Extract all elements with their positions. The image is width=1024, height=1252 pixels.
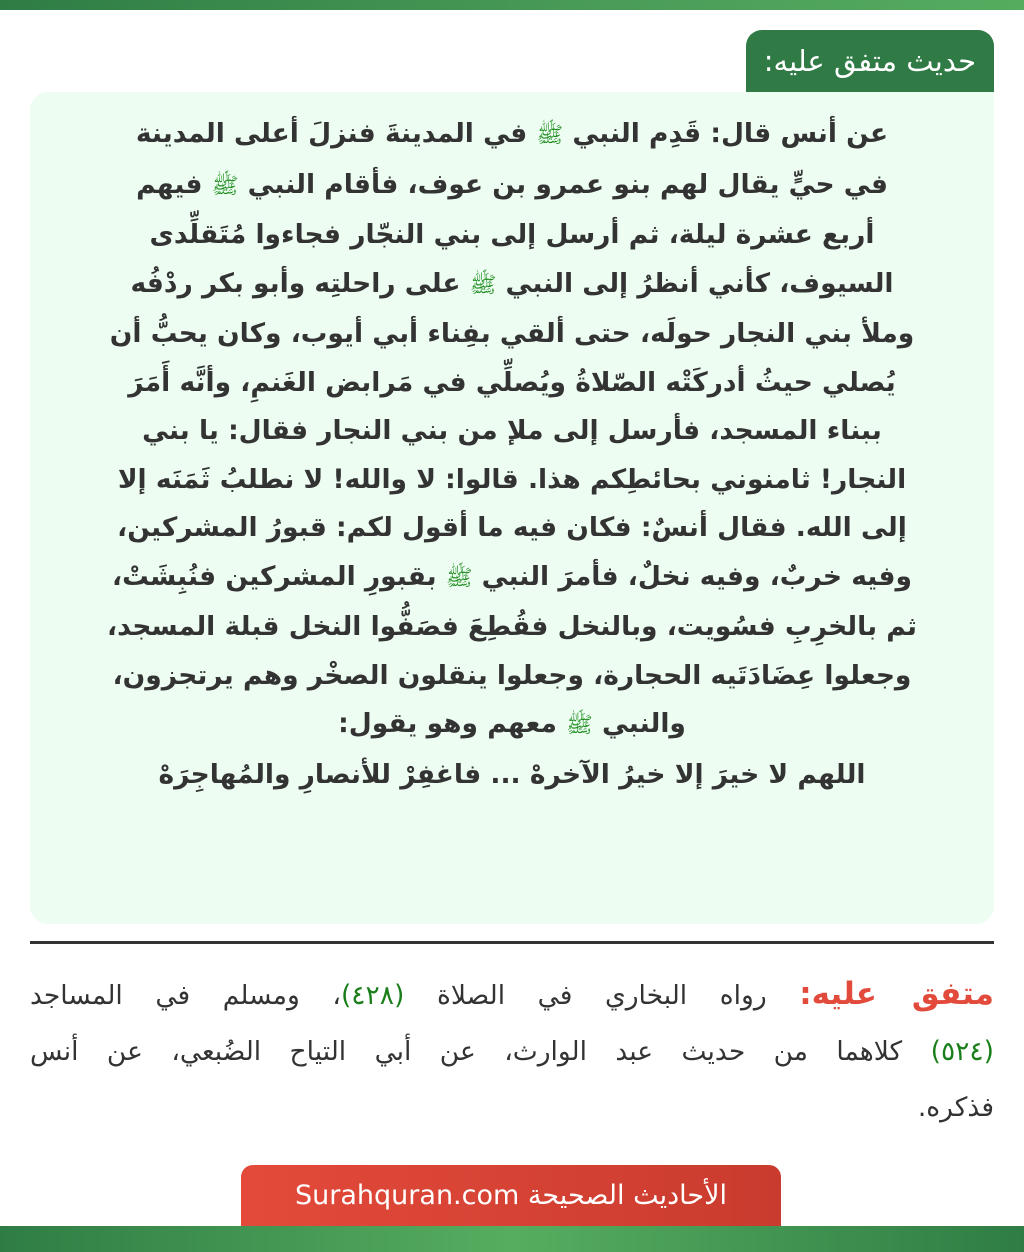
hadith-line-3: أربع عشرة ليلة، ثم أرسل إلى بني النجّار فجاءوا مُتَقلِّدى bbox=[149, 219, 875, 250]
hadith-line-4: السيوف، كأني أنظرُ إلى النبي ﷺ على راحلتِه وأبو بكر ردْفُه bbox=[130, 267, 894, 299]
hadith-line-10: وفيه خربٌ، وفيه نخلٌ، فأمرَ النبي ﷺ بقبورِ المشركين فنُبِشَتْ، bbox=[112, 560, 912, 592]
bukhari-reference: (٤٢٨) bbox=[340, 980, 405, 1011]
muslim-reference: (٥٢٤) bbox=[930, 1036, 994, 1067]
hadith-line-12: وجعلوا عِضَادَتَيه الحجارة، وجعلوا ينقلون الصخْر وهم يرتجزون، bbox=[112, 659, 912, 691]
hadith-text bbox=[52, 110, 972, 799]
hadith-line-8: النجار! ثامنوني بحائطِكم هذا. قالوا: لا والله! لا نطلبُ ثَمَنَه إلا bbox=[117, 463, 907, 495]
site-badge[interactable] bbox=[241, 1165, 781, 1226]
hadith-line-7: ببناء المسجد، فأرسل إلى ملإ من بني النجار فقال: يا بني bbox=[142, 415, 882, 446]
source-line-3: فذكره. bbox=[917, 1092, 994, 1123]
hadith-line-5: وملأ بني النجار حولَه، حتى ألقي بفِناء أبي أيوب، وكان يحبُّ أن bbox=[109, 318, 915, 349]
section-divider bbox=[30, 941, 994, 944]
hadith-title-label: حديث متفق عليه: bbox=[763, 44, 976, 78]
salawat-icon: ﷺ bbox=[445, 565, 473, 591]
hadith-line-14-verse: اللهم لا خيرَ إلا خيرُ الآخرهْ ... فاغفِرْ للأنصارِ والمُهاجِرَهْ bbox=[158, 758, 866, 790]
top-decorative-bar bbox=[0, 0, 1024, 10]
hadith-line-13: والنبي ﷺ معهم وهو يقول: bbox=[338, 708, 686, 739]
site-badge-label: الأحاديث الصحيحة Surahquran.com bbox=[295, 1180, 727, 1211]
hadith-line-6: يُصلي حيثُ أدركَتْه الصّلاةُ ويُصلِّي في مَرابض الغَنمِ، وأنَّه أَمَرَ bbox=[128, 366, 896, 398]
hadith-line-9: إلى الله. فقال أنسٌ: فكان فيه ما أقول لكم: قبورُ المشركين، bbox=[117, 512, 907, 543]
salawat-icon: ﷺ bbox=[469, 272, 497, 298]
bottom-decorative-bar bbox=[0, 1226, 1024, 1252]
source-section bbox=[30, 966, 994, 1136]
hadith-line-1: عن أنس قال: قَدِم النبي ﷺ في المدينةَ فنزلَ أعلى المدينة bbox=[135, 118, 889, 149]
salawat-icon: ﷺ bbox=[536, 123, 564, 148]
hadith-text-box bbox=[30, 92, 994, 924]
hadith-line-2: في حيٍّ يقال لهم بنو عمرو بن عوف، فأقام النبي ﷺ فيهم bbox=[136, 168, 888, 200]
source-label: متفق عليه: bbox=[799, 976, 994, 1012]
source-line-2: (٥٢٤) كلاهما من حديث عبد الوارث، عن أبي التياح الضُبعي، عن أنس bbox=[30, 1036, 994, 1067]
salawat-icon: ﷺ bbox=[566, 713, 593, 738]
source-line-1: متفق عليه: رواه البخاري في الصلاة (٤٢٨)، ومسلم في المساجد bbox=[30, 976, 994, 1012]
hadith-title-badge bbox=[746, 30, 994, 92]
salawat-icon: ﷺ bbox=[211, 173, 239, 199]
hadith-line-11: ثم بالخرِبِ فسُويت، وبالنخل فقُطِعَ فصَفُّوا النخل قبلة المسجد، bbox=[107, 611, 917, 642]
